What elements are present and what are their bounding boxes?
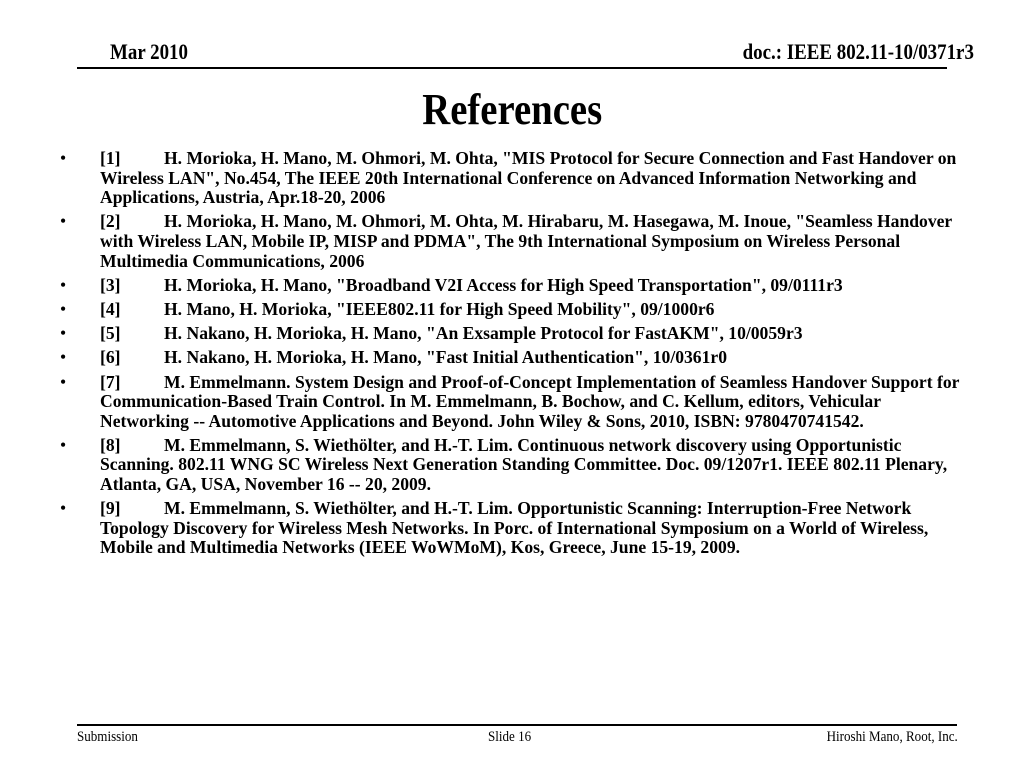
reference-number: [1]	[100, 148, 121, 168]
reference-item	[60, 499, 970, 558]
footer-slide-number: Slide 16	[488, 729, 532, 745]
slide-title	[0, 84, 1024, 136]
header-date: Mar 2010	[110, 39, 188, 64]
reference-number: [3]	[100, 274, 121, 295]
reference-list	[60, 149, 970, 563]
slide-title-text: References	[422, 85, 602, 134]
reference-item	[60, 373, 970, 432]
header-doc-id: doc.: IEEE 802.11-10/0371r3	[742, 39, 974, 64]
footer-divider	[77, 724, 957, 726]
reference-text: H. Nakano, H. Morioka, H. Mano, "An Exsample Protocol for FastAKM", 10/0059r3	[164, 323, 803, 344]
reference-text: H. Nakano, H. Morioka, H. Mano, "Fast Initial Authentication", 10/0361r0	[164, 347, 728, 368]
reference-item	[60, 348, 970, 368]
reference-text: M. Emmelmann, S. Wiethölter, and H.-T. Lim. Opportunistic Scanning: Interruption-Free Network Topology Discovery for Wireless Mesh Networks. In Porc. of International Symposium on a World of Wireless, Mobile and Multimedia Networks (IEEE WoWMoM), Kos, Greece, June 15-19, 2009.	[100, 498, 929, 558]
reference-number: [7]	[100, 371, 121, 392]
bullet-icon: •	[60, 148, 67, 168]
reference-number: [6]	[100, 347, 121, 368]
reference-item	[60, 436, 970, 495]
reference-number: [8]	[100, 434, 121, 455]
bullet-icon: •	[60, 434, 67, 455]
reference-number: [9]	[100, 498, 121, 519]
reference-text: H. Mano, H. Morioka, "IEEE802.11 for High Speed Mobility", 09/1000r6	[164, 298, 715, 319]
reference-text: H. Morioka, H. Mano, M. Ohmori, M. Ohta, "MIS Protocol for Secure Connection and Fast Handover on Wireless LAN", No.454, The IEEE 20th International Conference on Advanced Information Networking and Applications, Austria, Apr.18-20, 2006	[100, 148, 957, 208]
bullet-icon: •	[60, 298, 67, 319]
bullet-icon: •	[60, 347, 67, 368]
bullet-icon: •	[60, 323, 67, 344]
reference-text: M. Emmelmann. System Design and Proof-of-Concept Implementation of Seamless Handover Support for Communication-Based Train Control. In M. Emmelmann, B. Bochow, and C. Kellum, editors, Vehicular Networking -- Automotive Applications and Beyond. John Wiley & Sons, 2010, ISBN: 9780470741542.	[100, 371, 960, 431]
reference-text: H. Morioka, H. Mano, M. Ohmori, M. Ohta, M. Hirabaru, M. Hasegawa, M. Inoue, "Seamless Handover with Wireless LAN, Mobile IP, MISP and PDMA", The 9th International Symposium on Wireless Personal Multimedia Communications, 2006	[100, 211, 952, 271]
bullet-icon: •	[60, 211, 67, 232]
reference-text: H. Morioka, H. Mano, "Broadband V2I Access for High Speed Transportation", 09/0111r3	[164, 274, 843, 295]
bullet-icon: •	[60, 274, 67, 295]
reference-number: [5]	[100, 323, 121, 344]
reference-number: [4]	[100, 298, 121, 319]
bullet-icon: •	[60, 498, 67, 519]
reference-item	[60, 324, 970, 344]
reference-item	[60, 300, 970, 320]
reference-item	[60, 276, 970, 296]
footer-submission: Submission	[77, 729, 138, 745]
footer-author: Hiroshi Mano, Root, Inc.	[826, 729, 958, 745]
bullet-icon: •	[60, 371, 67, 392]
reference-item	[60, 149, 970, 208]
reference-text: M. Emmelmann, S. Wiethölter, and H.-T. Lim. Continuous network discovery using Opportunistic Scanning. 802.11 WNG SC Wireless Next Generation Standing Committee. Doc. 09/1207r1. IEEE 802.11 Plenary, Atlanta, GA, USA, November 16 -- 20, 2009.	[100, 434, 948, 495]
reference-item	[60, 212, 970, 271]
reference-number: [2]	[100, 211, 121, 232]
header-divider	[77, 67, 947, 69]
